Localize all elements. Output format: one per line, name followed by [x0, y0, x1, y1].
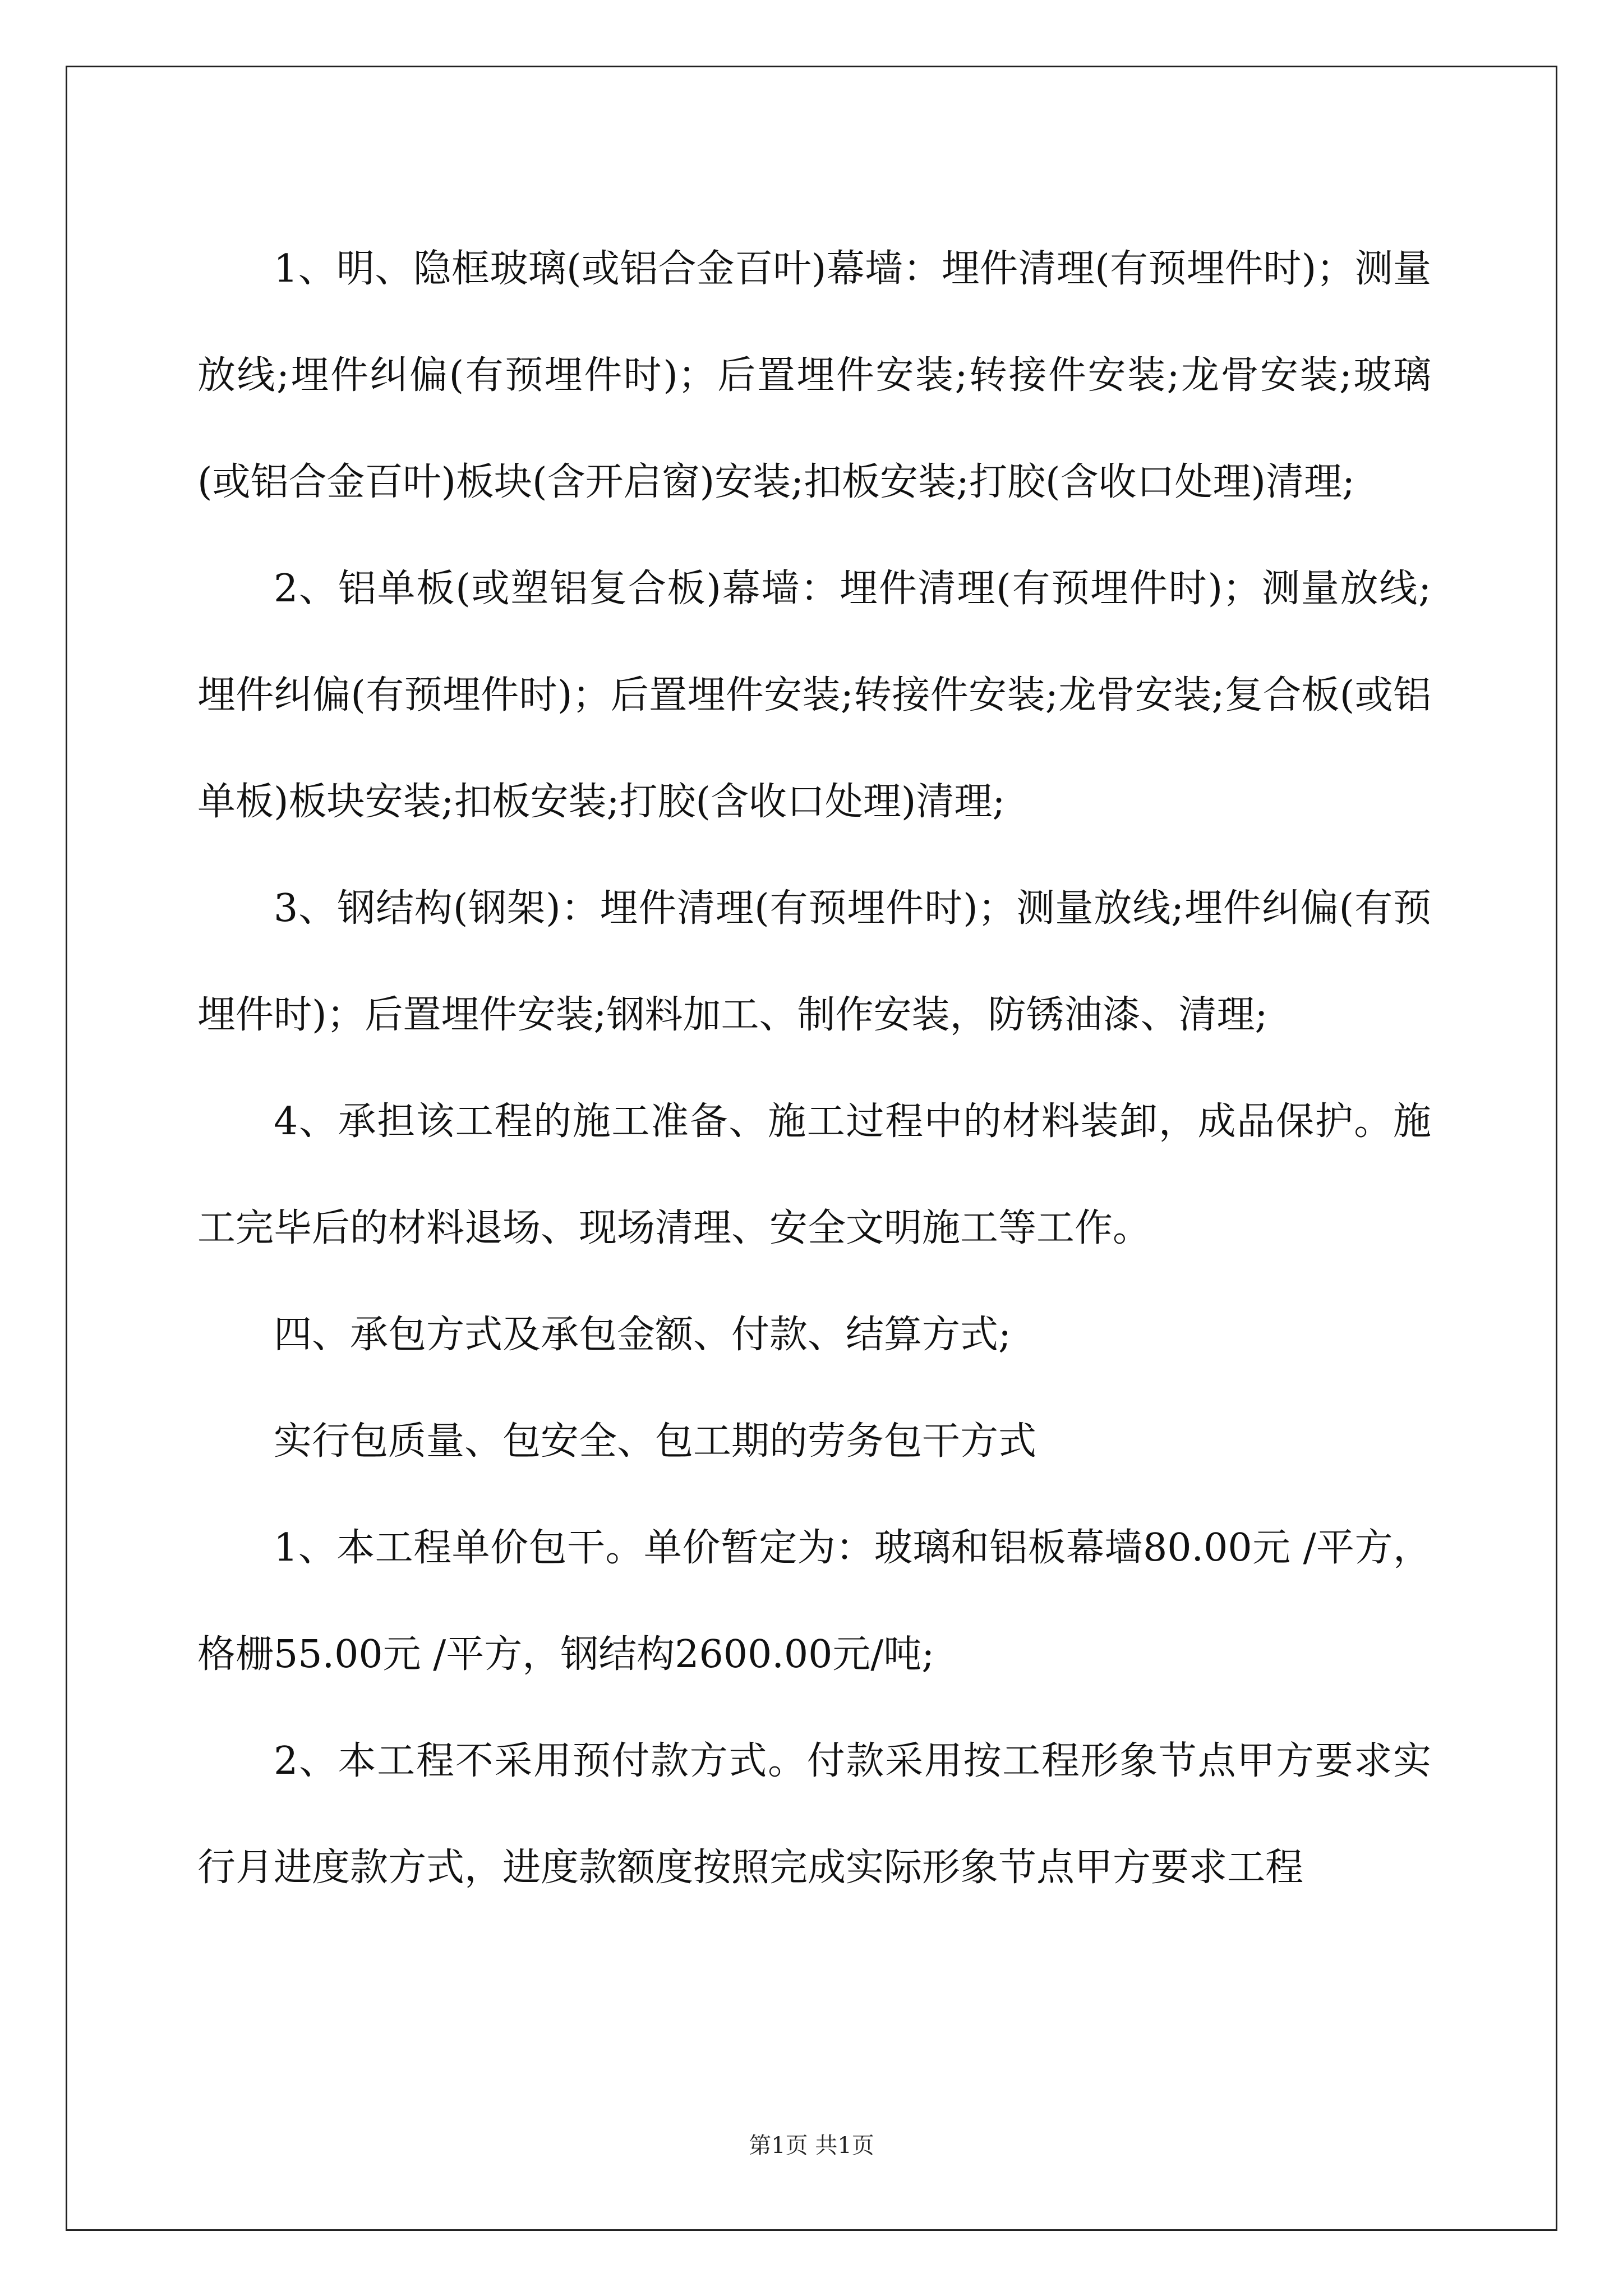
paragraph-aluminum-panel-wall: 2、铝单板(或塑铝复合板)幕墙：埋件清理(有预埋件时)；测量放线;埋件纠偏(有预埋件时)；后置埋件安装;转接件安装;龙骨安装;复合板(或铝单板)板块安装;扣板安装;打胶(含收口处理)清理; — [197, 567, 1431, 824]
paragraph-glass-curtain-wall: 1、明、隐框玻璃(或铝合金百叶)幕墙：埋件清理(有预埋件时)；测量放线;埋件纠偏(有预埋件时)；后置埋件安装;转接件安装;龙骨安装;玻璃(或铝合金百叶)板块(含开启窗)安装;扣板安装;打胶(含收口处理)清理; — [197, 247, 1431, 504]
paragraph-steel-structure: 3、钢结构(钢架)：埋件清理(有预埋件时)；测量放线;埋件纠偏(有预埋件时)；后置埋件安装;钢料加工、制作安装，防锈油漆、清理; — [197, 886, 1431, 1037]
document-body — [197, 216, 1431, 1921]
paragraph-unit-price: 1、本工程单价包干。单价暂定为：玻璃和铝板幕墙80.00元 /平方，格栅55.00元 /平方，钢结构2600.00元/吨; — [197, 1526, 1431, 1677]
paragraph-construction-work: 4、承担该工程的施工准备、施工过程中的材料装卸，成品保护。施工完毕后的材料退场、现场清理、安全文明施工等工作。 — [197, 1099, 1431, 1250]
paragraph-lump-sum-method: 实行包质量、包安全、包工期的劳务包干方式 — [274, 1419, 1037, 1464]
page-number-footer: 第1页 共1页 — [749, 2133, 874, 2159]
section-heading-contract-method: 四、承包方式及承包金额、付款、结算方式; — [274, 1313, 1011, 1357]
paragraph-payment-method: 2、本工程不采用预付款方式。付款采用按工程形象节点甲方要求实行月进度款方式，进度款额度按照完成实际形象节点甲方要求工程 — [197, 1739, 1431, 1890]
